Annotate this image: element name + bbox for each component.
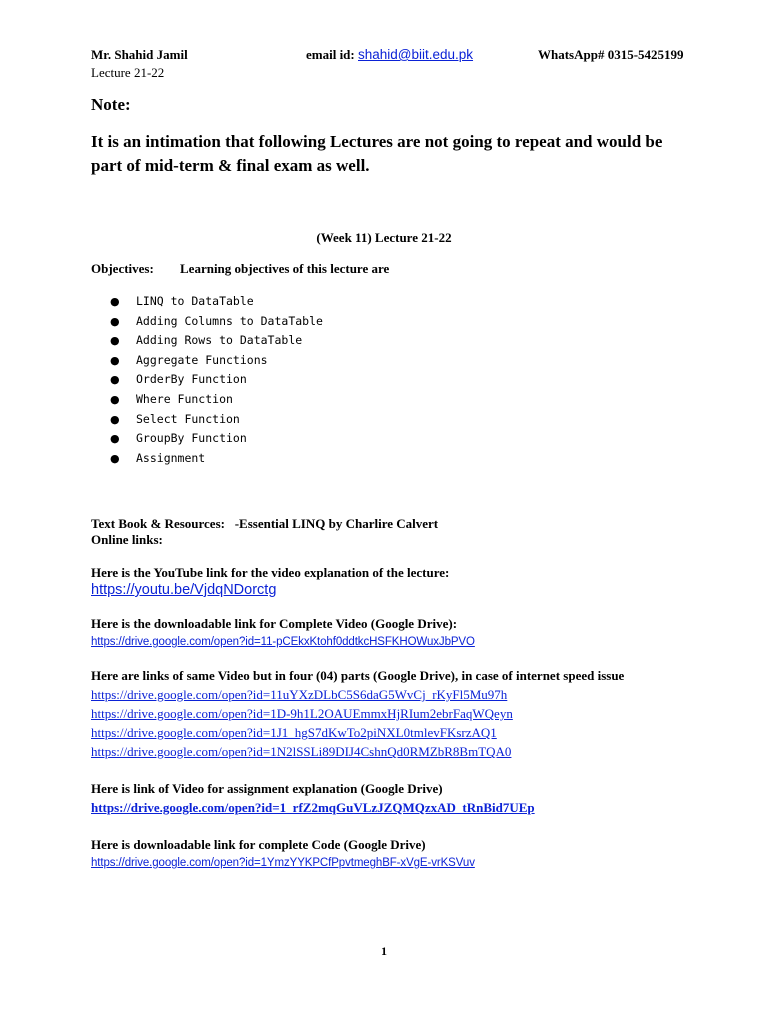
bullet-icon: ●: [110, 295, 120, 308]
whatsapp-number: WhatsApp# 0315-5425199: [538, 47, 684, 62]
email-link[interactable]: shahid@biit.edu.pk: [358, 47, 474, 62]
list-item: ● OrderBy Function: [110, 370, 323, 390]
lecture-number: Lecture 21-22: [91, 65, 165, 80]
part-link-3[interactable]: https://drive.google.com/open?id=1J1_hgS7dKwTo2piNXL0tmlevFKsrzAQ1: [91, 725, 497, 740]
note-title: Note:: [91, 95, 131, 114]
objectives-list: [110, 292, 323, 468]
list-item: ● Adding Rows to DataTable: [110, 331, 323, 351]
note-text: It is an intimation that following Lectures are not going to repeat and would be part of mid-term & final exam as well.: [91, 132, 663, 175]
complete-video-link[interactable]: https://drive.google.com/open?id=11-pCEkxKtohf0ddtkcHSFKHOWuxJbPVO: [91, 636, 475, 648]
week-title: (Week 11) Lecture 21-22: [316, 230, 452, 245]
list-item: ● Aggregate Functions: [110, 351, 323, 371]
part-link-1[interactable]: https://drive.google.com/open?id=11uYXzDLbC5S6daG5WvCj_rKyFl5Mu97h: [91, 687, 508, 702]
complete-video-label: Here is the downloadable link for Complete Video (Google Drive):: [91, 616, 458, 631]
list-item: ● Adding Columns to DataTable: [110, 312, 323, 332]
parts-label: Here are links of same Video but in four (04) parts (Google Drive), in case of internet speed issue: [91, 668, 625, 683]
assignment-video-link[interactable]: https://drive.google.com/open?id=1_rfZ2mqGuVLzJZQMQzxAD_tRnBid7UEp: [91, 800, 535, 815]
bullet-icon: ●: [110, 451, 120, 465]
bullet-icon: ●: [110, 392, 120, 406]
email-label: email id:: [306, 47, 358, 62]
bullet-icon: ●: [110, 353, 120, 367]
assignment-video-label: Here is link of Video for assignment explanation (Google Drive): [91, 781, 443, 796]
part-link-2[interactable]: https://drive.google.com/open?id=1D-9h1L2OAUEmmxHjRIum2ebrFaqWQeyn: [91, 706, 513, 721]
online-links-label: Online links:: [91, 532, 163, 547]
list-item: ● Where Function: [110, 390, 323, 410]
bullet-icon: ●: [110, 432, 120, 446]
list-item: ● Assignment: [110, 449, 323, 469]
objectives-label: Objectives:: [91, 261, 154, 276]
list-item: ● LINQ to DataTable: [110, 292, 323, 312]
code-link[interactable]: https://drive.google.com/open?id=1YmzYYKPCfPpvtmeghBF-xVgE-vrKSVuv: [91, 857, 475, 869]
textbook-resources: Text Book & Resources: -Essential LINQ by Charlire Calvert: [91, 516, 439, 531]
bullet-icon: ●: [110, 334, 120, 348]
page-number: 1: [381, 944, 387, 958]
code-label: Here is downloadable link for complete Code (Google Drive): [91, 837, 426, 852]
objectives-text: Learning objectives of this lecture are: [180, 261, 390, 276]
part-link-4[interactable]: https://drive.google.com/open?id=1N2lSSLi89DIJ4CshnQd0RMZbR8BmTQA0: [91, 744, 512, 759]
youtube-link[interactable]: https://youtu.be/VjdqNDorctg: [91, 582, 277, 598]
bullet-icon: ●: [110, 314, 120, 328]
list-item: ● GroupBy Function: [110, 429, 323, 449]
author-name: Mr. Shahid Jamil: [91, 47, 188, 62]
bullet-icon: ●: [110, 373, 120, 387]
bullet-icon: ●: [110, 412, 120, 426]
email-block: [306, 47, 473, 63]
youtube-label: Here is the YouTube link for the video explanation of the lecture:: [91, 565, 450, 580]
list-item: ● Select Function: [110, 410, 323, 430]
